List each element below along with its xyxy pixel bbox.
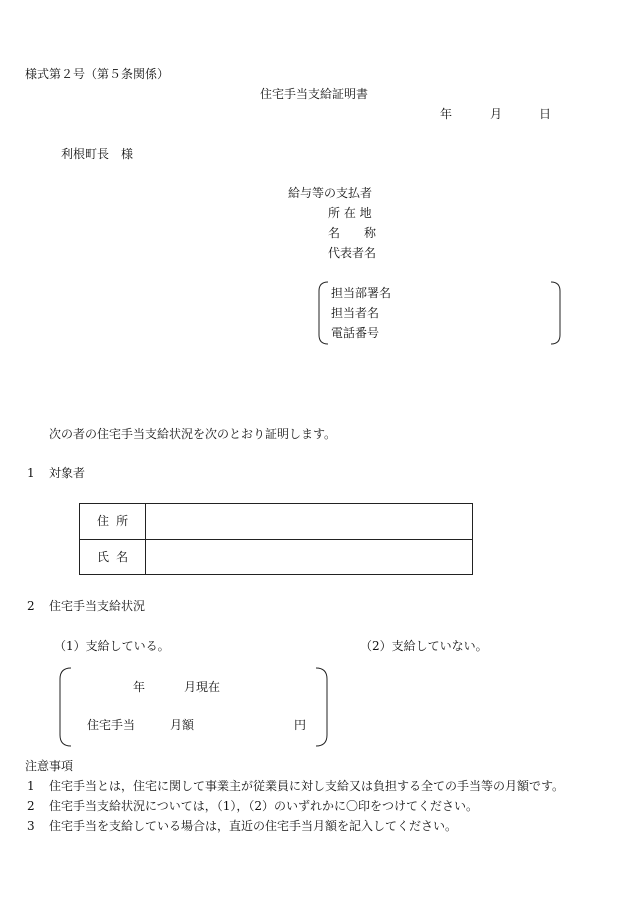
address-label: 住所 bbox=[80, 504, 146, 540]
option-paying[interactable]: （1）支給している。 bbox=[54, 639, 170, 653]
payer-name-label: 名 称 bbox=[328, 226, 377, 240]
section1-title: 対象者 bbox=[49, 466, 86, 480]
payer-representative-label: 代表者名 bbox=[328, 246, 377, 260]
note-number: 1 bbox=[27, 779, 35, 793]
allowance-yen-label: 円 bbox=[294, 718, 307, 732]
allowance-label: 住宅手当 bbox=[87, 718, 136, 732]
certification-statement: 次の者の住宅手当支給状況を次のとおり証明します。 bbox=[49, 427, 337, 441]
address-value-cell[interactable] bbox=[146, 504, 473, 540]
contact-phone-label: 電話番号 bbox=[331, 326, 380, 340]
section2-title: 住宅手当支給状況 bbox=[49, 599, 146, 613]
note-text: 住宅手当支給状況については，（1），（2）のいずれかに〇印をつけてください。 bbox=[49, 799, 479, 813]
date-month-label: 月 bbox=[490, 107, 503, 121]
notes-heading: 注意事項 bbox=[25, 759, 74, 773]
note-item-1 bbox=[27, 780, 564, 792]
contact-department-label: 担当部署名 bbox=[331, 286, 392, 300]
allowance-year-label: 年 bbox=[133, 680, 146, 694]
note-text: 住宅手当を支給している場合は，直近の住宅手当月額を記入してください。 bbox=[49, 819, 458, 833]
page-title: 住宅手当支給証明書 bbox=[260, 87, 369, 101]
section1-number: 1 bbox=[27, 466, 35, 480]
allowance-right-bracket bbox=[315, 667, 329, 747]
table-row bbox=[80, 539, 473, 575]
note-item-3 bbox=[27, 820, 457, 832]
payer-heading: 給与等の支払者 bbox=[288, 186, 373, 200]
allowance-left-bracket bbox=[58, 667, 72, 747]
section2-number: 2 bbox=[27, 599, 35, 613]
note-text: 住宅手当とは，住宅に関して事業主が従業員に対し支給又は負担する全ての手当等の月額です。 bbox=[49, 779, 565, 793]
option-not-paying[interactable]: （2）支給していない。 bbox=[360, 639, 488, 653]
contact-right-bracket bbox=[550, 281, 562, 345]
table-row bbox=[80, 504, 473, 540]
target-person-table bbox=[79, 503, 473, 575]
section1-heading bbox=[27, 467, 85, 479]
allowance-monthly-label: 月額 bbox=[170, 718, 195, 732]
note-number: 3 bbox=[27, 819, 35, 833]
payer-location-label: 所 在 地 bbox=[328, 206, 372, 220]
addressee: 利根町長 様 bbox=[61, 147, 134, 161]
form-number: 様式第２号（第５条関係） bbox=[25, 67, 170, 81]
section2-heading bbox=[27, 600, 145, 612]
note-item-2 bbox=[27, 800, 478, 812]
date-day-label: 日 bbox=[539, 107, 552, 121]
note-number: 2 bbox=[27, 799, 35, 813]
date-year-label: 年 bbox=[440, 107, 453, 121]
name-value-cell[interactable] bbox=[146, 539, 473, 575]
contact-person-label: 担当者名 bbox=[331, 306, 380, 320]
name-label: 氏名 bbox=[80, 539, 146, 575]
contact-left-bracket bbox=[317, 281, 329, 345]
allowance-month-current-label: 月現在 bbox=[184, 680, 221, 694]
